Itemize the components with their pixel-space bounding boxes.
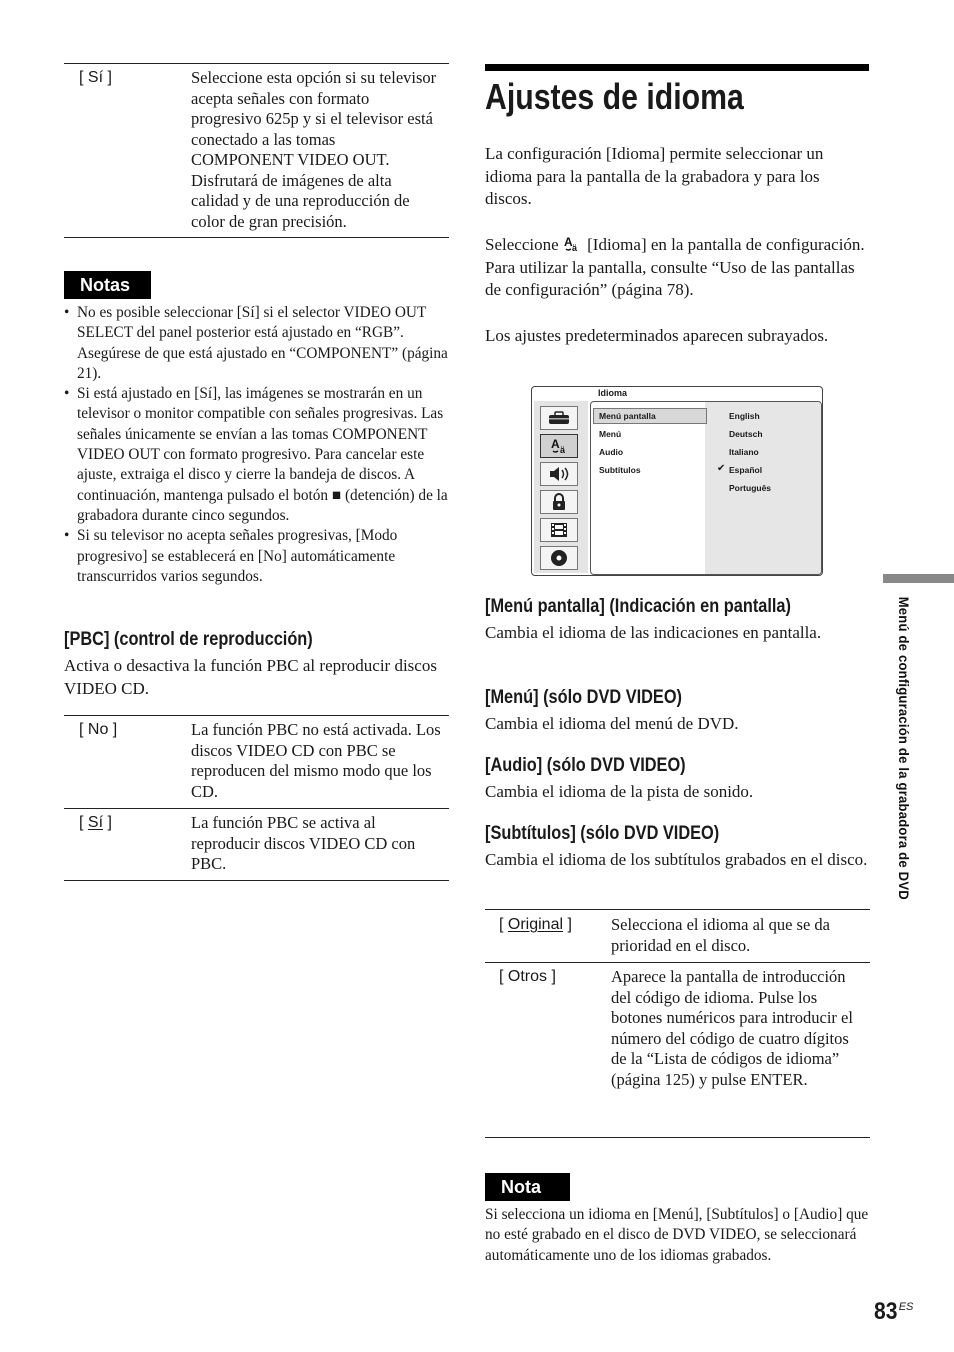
screen-menu-item: Menú — [599, 429, 622, 439]
page-number: $83^{ES}$ — [874, 1298, 914, 1325]
speaker-icon — [540, 462, 578, 486]
section-text: Cambia el idioma de los subtítulos grabados en el disco. — [485, 850, 868, 869]
section-text: Cambia el idioma del menú de DVD. — [485, 714, 739, 733]
table-top-rule — [64, 63, 449, 64]
language-icon — [540, 434, 578, 458]
checkmark-icon: ✔ — [717, 463, 726, 474]
screen-option: Deutsch — [729, 429, 763, 439]
screen-menu-panel — [590, 401, 822, 575]
option-desc-si-pbc: La función PBC se activa al reproducir discos VIDEO CD con PBC. — [191, 813, 416, 873]
toolbox-icon — [540, 406, 578, 430]
svg-text:ä: ä — [560, 445, 566, 455]
section-text: Cambia el idioma de la pista de sonido. — [485, 782, 754, 801]
option-key-otros: [ Otros ] — [499, 968, 556, 985]
option-desc-si: Seleccione esta opción si su televisor acepta señales con formato progresivo 625p y si el televisor está conectado a las tomas COMPONENT VIDEO OUT. Disfrutará de imágenes de alta calidad y de una reproducción de color de gran precisión. — [191, 68, 437, 231]
note-item: • No es posible seleccionar [Sí] si el selector VIDEO OUT SELECT del panel posterior está ajustado en “RGB”. Asegúrese de que está ajustado en “COMPONENT” (página 21). — [64, 303, 450, 384]
svg-text:ä: ä — [571, 243, 577, 253]
nota-badge: Nota — [485, 1173, 570, 1201]
pbc-table-top-rule — [64, 715, 449, 716]
sidebar-tab-bar — [883, 574, 954, 583]
sub-table-bottom-rule — [485, 1137, 870, 1138]
page-title: Ajustes de idioma — [485, 76, 744, 117]
select-text: Seleccione A ä [Idioma] en la pantalla de configuración. Para utilizar la pantalla, consulte “Uso de las pantallas de configuración” (página 78). — [485, 235, 865, 299]
screen-option: English — [729, 411, 760, 421]
screen-menu-item: Audio — [599, 447, 624, 457]
section-heading: [Menú] (sólo DVD VIDEO) — [485, 687, 682, 708]
pbc-text: Activa o desactiva la función PBC al reproducir discos VIDEO CD. — [64, 656, 437, 698]
option-key-si: [ Sí ] — [79, 69, 112, 86]
film-icon — [540, 518, 578, 542]
note-item: • Si su televisor no acepta señales progresivas, [Modo progresivo] se establecerá en [No] automáticamente transcurridos varios segundos. — [64, 526, 450, 587]
sub-table-top-rule — [485, 909, 870, 910]
section-heading: [Menú pantalla] (Indicación en pantalla) — [485, 596, 791, 617]
option-desc-original: Selecciona el idioma al que se da prioridad en el disco. — [611, 915, 830, 955]
screen-option: Español — [729, 465, 763, 475]
svg-text:A: A — [551, 437, 560, 451]
option-desc-otros: Aparece la pantalla de introducción del código de idioma. Pulse los botones numéricos para introducir el número del código de cuatro dígitos de la “Lista de códigos de idioma” (página 125) y pulse ENTER. — [611, 967, 853, 1089]
screen-option: Italiano — [729, 447, 759, 457]
nota-text: Si selecciona un idioma en [Menú], [Subtítulos] o [Audio] que no esté grabado en el disco de DVD VIDEO, se seleccionará automáticamente uno de los idiomas grabados. — [485, 1206, 869, 1264]
screen-icon-column — [534, 401, 588, 573]
screen-option: Português — [729, 483, 772, 493]
screen-menu-item: Subtítulos — [599, 465, 641, 475]
table-bottom-rule — [64, 237, 449, 238]
option-key-original: [ Original ] — [499, 916, 572, 933]
section-text: Cambia el idioma de las indicaciones en pantalla. — [485, 623, 822, 642]
screen-menu-item: Menú pantalla — [599, 411, 656, 421]
lock-icon — [540, 490, 578, 514]
pbc-table-bottom-rule — [64, 880, 449, 881]
option-desc-no: La función PBC no está activada. Los discos VIDEO CD con PBC se reproducen del mismo modo que los CD. — [191, 720, 441, 801]
intro-text: La configuración [Idioma] permite seleccionar un idioma para la pantalla de la grabadora y para los discos. — [485, 144, 824, 208]
pbc-heading: [PBC] (control de reproducción) — [64, 629, 313, 650]
svg-text:A: A — [563, 235, 573, 249]
setup-screen-illustration — [531, 386, 823, 576]
option-key-si-pbc: [ Sí ] — [79, 814, 112, 831]
notes-badge: Notas — [64, 271, 151, 299]
disc-icon — [540, 546, 578, 570]
screen-title: Idioma — [598, 388, 628, 398]
title-bar — [485, 64, 869, 71]
language-setup-icon — [563, 235, 583, 253]
sub-table-mid-rule — [485, 962, 870, 963]
note-item: • Si está ajustado en [Sí], las imágenes se mostrarán en un televisor o monitor compatible con señales progresivas. Las señales únicamente se envían a las tomas COMPONENT VIDEO OUT con formato progresivo. Para cancelar este ajuste, extraiga el disco y cierre la bandeja de discos. A continuación, mantenga pulsado el botón ■ (detención) de la grabadora durante cinco segundos. — [64, 384, 450, 526]
option-key-no: [ No ] — [79, 721, 118, 738]
section-heading: [Audio] (sólo DVD VIDEO) — [485, 755, 686, 776]
defaults-text: Los ajustes predeterminados aparecen subrayados. — [485, 326, 829, 345]
sidebar-section-label: Menú de configuración de la grabadora de DVD — [896, 596, 911, 900]
section-heading: [Subtítulos] (sólo DVD VIDEO) — [485, 823, 720, 844]
pbc-table-mid-rule — [64, 808, 449, 809]
notes-list — [64, 303, 450, 587]
